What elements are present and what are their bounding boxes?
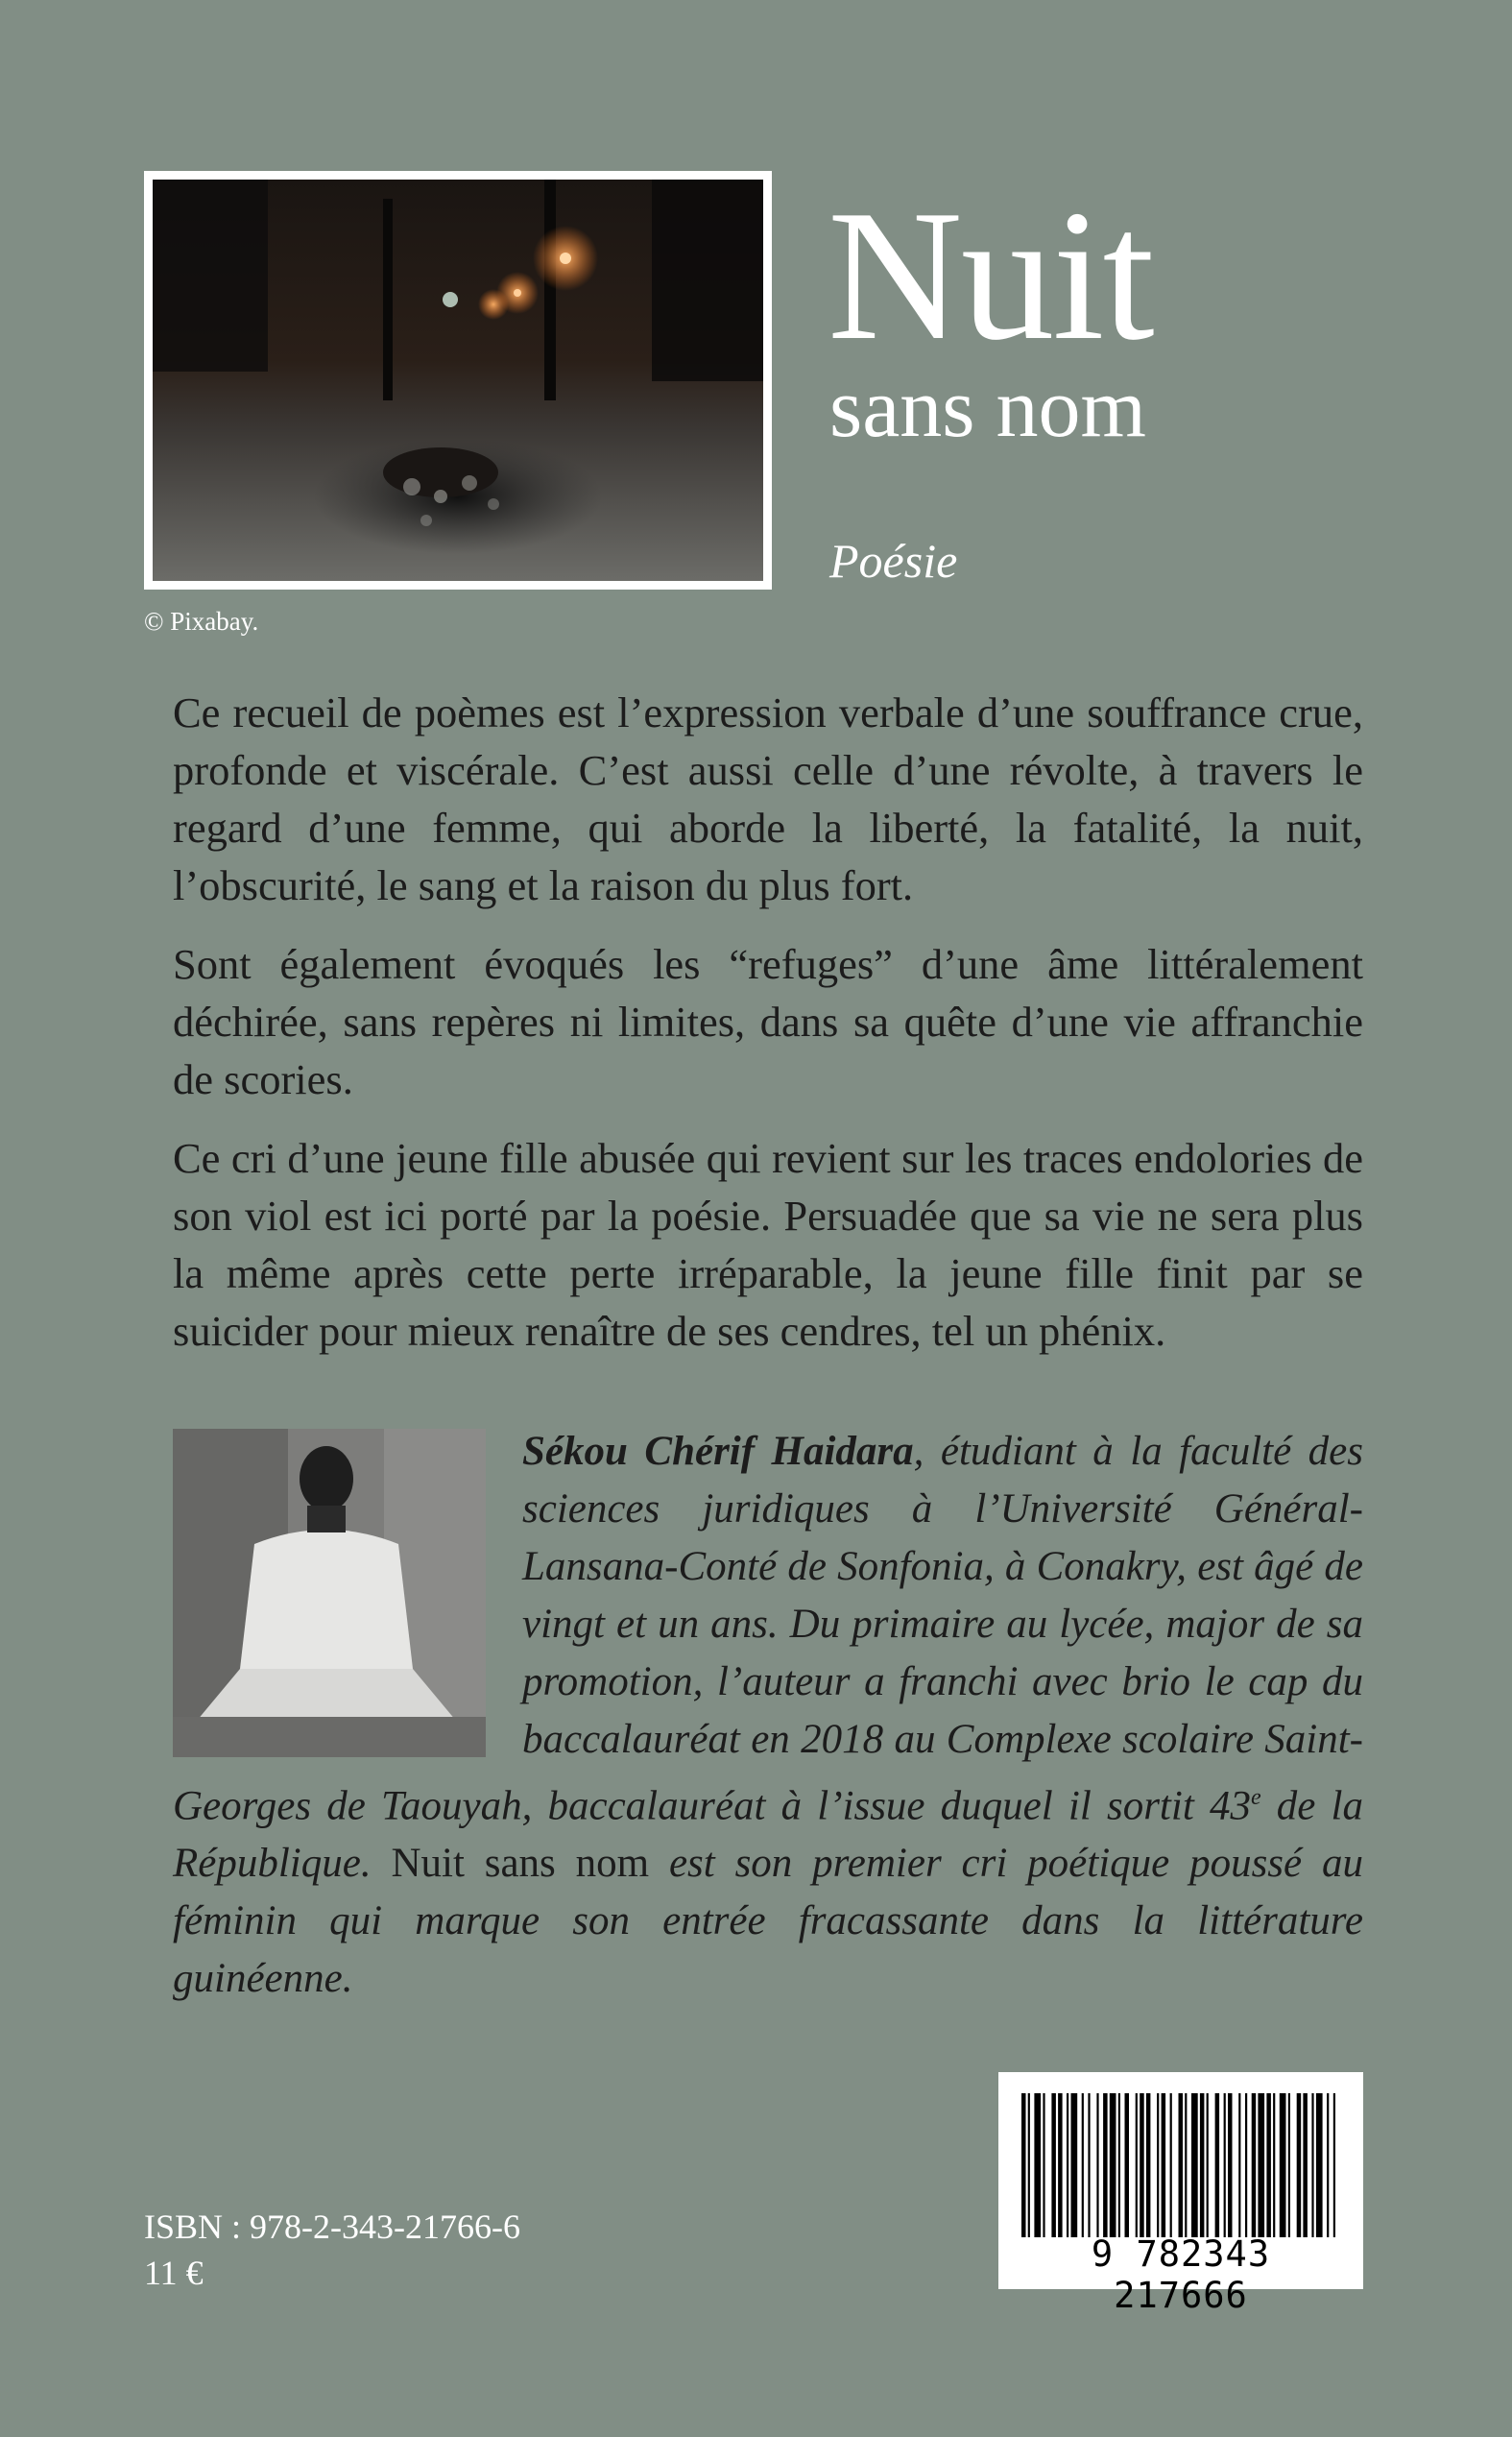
barcode-bar [1215, 2093, 1220, 2237]
barcode-bar [1136, 2093, 1138, 2237]
isbn-number: ISBN : 978-2-343-21766-6 [144, 2208, 520, 2246]
blurb-paragraph-3: Ce cri d’une jeune fille abusée qui revient sur les traces endolories de son viol est ici porté par la poésie. Persuadée que sa vie ne sera plus la même après cette perte irréparable, la jeune fille finit par se suicider pour mieux renaître de ses cendres, tel un phénix. [173, 1134, 1363, 1355]
barcode-bar [1311, 2093, 1313, 2237]
barcode-bar [1185, 2093, 1187, 2237]
barcode-bar [1034, 2093, 1041, 2237]
barcode-bar [1191, 2093, 1198, 2237]
barcode-bar [1043, 2093, 1044, 2237]
barcode-bar [1082, 2093, 1084, 2237]
barcode-bar [1303, 2093, 1308, 2237]
author-biography [173, 1423, 1363, 2008]
barcode-bar [1157, 2093, 1159, 2237]
barcode-bar [1067, 2093, 1068, 2237]
barcode-bar [1266, 2093, 1271, 2237]
barcode-bar [1288, 2093, 1290, 2237]
barcode-bar [1224, 2093, 1226, 2237]
photo-credit: © Pixabay. [144, 607, 259, 636]
barcode-bar [1316, 2093, 1323, 2237]
barcode-bar [1238, 2093, 1240, 2237]
barcode-bar [1252, 2093, 1257, 2237]
author-bio-text-2: de la République. [173, 1783, 1363, 1887]
barcode-bar [1297, 2093, 1302, 2237]
barcode-bar [1245, 2093, 1247, 2237]
book-subtitle: sans nom [829, 362, 1146, 455]
barcode-bar [1207, 2093, 1209, 2237]
night-street-photo [153, 180, 763, 581]
price: 11 € [144, 2254, 204, 2292]
barcode-bar [1051, 2093, 1056, 2237]
barcode-bar [1103, 2093, 1108, 2237]
barcode-bar [1280, 2093, 1286, 2237]
barcode-bar [1146, 2093, 1151, 2237]
author-bio-text-3: est son premier cri poétique poussé au féminin qui marque son entrée fracassante dans la littérature guinéenne. [173, 1841, 1363, 2002]
barcode-bar [1088, 2093, 1090, 2237]
cover-photo [144, 171, 772, 590]
blurb-paragraph-2: Sont également évoqués les “refuges” d’une âme littéralement déchirée, sans repères ni limites, dans sa quête d’une vie affranchie de scories. [173, 940, 1363, 1103]
barcode-bar [1228, 2093, 1233, 2237]
barcode-bar [1110, 2093, 1116, 2237]
barcode-bar [1327, 2093, 1329, 2237]
barcode-bar [1021, 2093, 1026, 2237]
book-genre: Poésie [829, 534, 958, 588]
barcode [998, 2072, 1363, 2316]
isbn-block [144, 2204, 520, 2296]
author-bio-superscript: e [1250, 1785, 1261, 1810]
barcode-bar [1071, 2093, 1078, 2237]
barcode-digits: 9 782343 217666 [1091, 2233, 1271, 2316]
book-blurb [173, 684, 1363, 1381]
author-bio-text-1: , étudiant à la faculté des sciences juridiques à l’Université Général-Lansana-Conté de Sonfonia, à Conakry, est âgé de vingt et un ans. Du primaire au lycée, major de sa promotion, l’auteur a franchi avec brio le cap du baccalauréat en 2018 au Complexe scolaire Saint-Georges de Taouyah, baccalauréat à l’issue duquel il sortit 43 [173, 1429, 1363, 1829]
book-title: Nuit [828, 172, 1153, 379]
barcode-bar [1179, 2093, 1184, 2237]
barcode-bar [1140, 2093, 1144, 2237]
barcode-bar [1162, 2093, 1166, 2237]
barcode-bar [1058, 2093, 1063, 2237]
barcode-bars [1016, 2093, 1346, 2237]
barcode-bar [1125, 2093, 1130, 2237]
author-bio-book-title: Nuit sans nom [391, 1841, 650, 1887]
barcode-bar [1028, 2093, 1030, 2237]
barcode-bar [1258, 2093, 1264, 2237]
author-photo [173, 1429, 486, 1757]
barcode-bar [1170, 2093, 1172, 2237]
barcode-bar [1273, 2093, 1275, 2237]
barcode-bar [1200, 2093, 1205, 2237]
barcode-bar [1096, 2093, 1098, 2237]
author-portrait-image [173, 1429, 486, 1757]
blurb-paragraph-1: Ce recueil de poèmes est l’expression verbale d’une souffrance crue, profonde et viscérale. C’est aussi celle d’une révolte, à travers le regard d’une femme, qui aborde la liberté, la fatalité, la nuit, l’obscurité, le sang et la raison du plus fort. [173, 688, 1363, 909]
barcode-bar [1118, 2093, 1120, 2237]
barcode-bar [1333, 2093, 1335, 2237]
author-name: Sékou Chérif Haidara [522, 1429, 914, 1474]
